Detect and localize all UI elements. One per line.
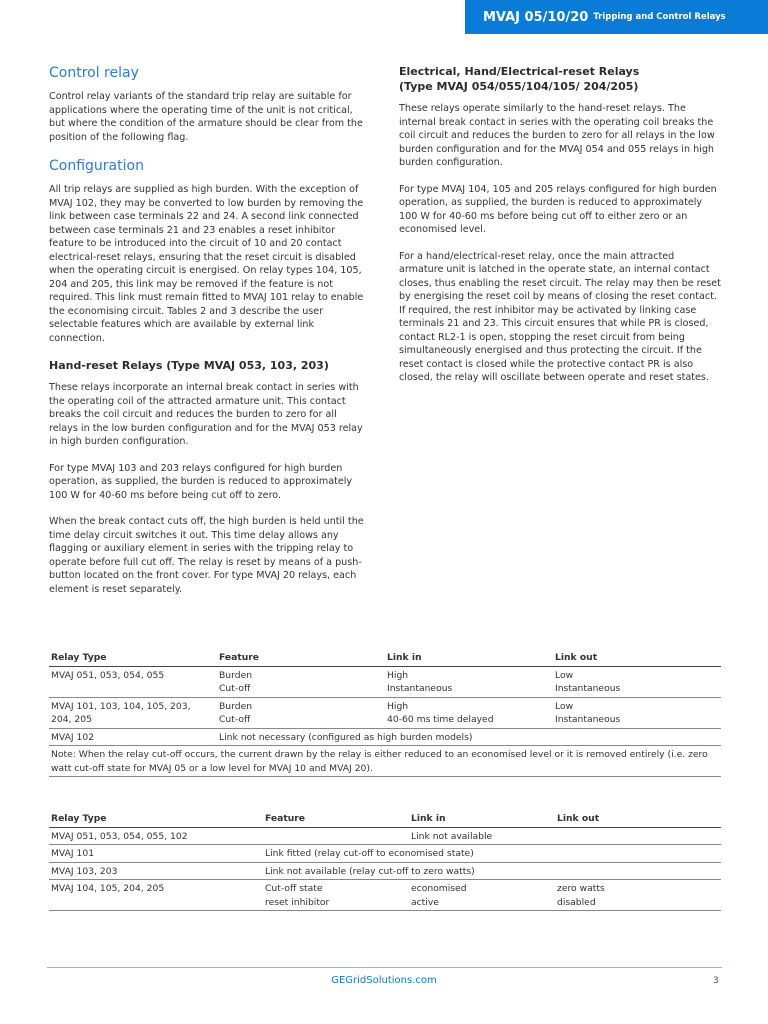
table-header-row bbox=[49, 649, 721, 666]
feature-value: Burden bbox=[219, 700, 253, 712]
link-out-value: disabled bbox=[557, 896, 596, 908]
electrical-reset-heading bbox=[399, 64, 721, 94]
document-subtitle: Tripping and Control Relays bbox=[593, 12, 726, 22]
relay-type-cell: MVAJ 104, 105, 204, 205 bbox=[49, 880, 263, 911]
link-in-value: High bbox=[387, 669, 409, 681]
feature-cell bbox=[217, 697, 385, 728]
link-span-cell: Link fitted (relay cut-off to economised state) bbox=[263, 845, 721, 863]
configuration-heading: Configuration bbox=[49, 158, 144, 174]
table-note: Note: When the relay cut-off occurs, the current drawn by the relay is either reduced to an economised level or it is removed entirely (i.e. zero watt cut-off state for MVAJ 05 or a low level for MVAJ 10 and MVAJ 20). bbox=[49, 746, 721, 777]
relay-type-cell: MVAJ 051, 053, 054, 055 bbox=[49, 666, 217, 697]
relay-type-cell: MVAJ 103, 203 bbox=[49, 862, 263, 880]
feature-value: reset inhibitor bbox=[265, 896, 330, 908]
column-header: Feature bbox=[263, 810, 409, 827]
column-header: Link out bbox=[555, 810, 721, 827]
column-header: Link in bbox=[409, 810, 555, 827]
column-header: Link out bbox=[553, 649, 721, 666]
link-out-value: Low bbox=[555, 669, 574, 681]
feature-value: Cut-off state bbox=[265, 883, 323, 894]
control-relay-paragraph: Control relay variants of the standard trip relay are suitable for applications where the operating time of the unit is not critical, but where the condition of the armature should be clear from the position of the following flag. bbox=[49, 91, 363, 143]
link-in-cell bbox=[409, 880, 555, 911]
left-column bbox=[49, 64, 367, 609]
link-out-cell bbox=[553, 697, 721, 728]
column-header: Link in bbox=[385, 649, 553, 666]
link-configuration-table bbox=[49, 649, 721, 777]
table-row bbox=[49, 666, 721, 697]
electrical-reset-heading-line1: Electrical, Hand/Electrical-reset Relays bbox=[399, 65, 640, 78]
electrical-reset-heading-line2: (Type MVAJ 054/055/104/105/ 204/205) bbox=[399, 80, 639, 93]
hand-reset-paragraph-3: When the break contact cuts off, the high burden is held until the time delay circuit switches it out. This time delay allows any flagging or auxiliary element in series with the tripping relay to operate before full cut off. The relay is reset by means of a push-button located on the front cover. For type MVAJ 20 relays, each element is reset separately. bbox=[49, 516, 364, 595]
column-header: Feature bbox=[217, 649, 385, 666]
electrical-reset-paragraph-2: For type MVAJ 104, 105 and 205 relays configured for high burden operation, as supplied, the burden is reduced to approximately 100 W for 40-60 ms before being cut off to either zero or an economised level. bbox=[399, 183, 717, 235]
feature-value: Cut-off bbox=[219, 683, 251, 694]
feature-cell bbox=[217, 666, 385, 697]
feature-cell bbox=[263, 827, 409, 845]
relay-type-cell: MVAJ 102 bbox=[49, 728, 217, 746]
link-in-value: 40-60 ms time delayed bbox=[387, 714, 494, 725]
hand-reset-paragraph-1: These relays incorporate an internal break contact in series with the operating coil of the attracted armature unit. This contact breaks the coil circuit and reduces the burden to zero for all relays in the low burden configuration and for the MVAJ 053 relay in high burden configuration. bbox=[49, 382, 363, 447]
page-number: 3 bbox=[713, 976, 719, 986]
link-in-value: economised bbox=[411, 883, 467, 894]
link-out-cell bbox=[555, 880, 721, 911]
table-row bbox=[49, 880, 721, 911]
feature-cell bbox=[263, 880, 409, 911]
link-out-value: Instantaneous bbox=[555, 683, 621, 694]
table-note-row bbox=[49, 746, 721, 777]
link-out-value: Low bbox=[555, 700, 574, 712]
link-span-cell: Link not available (relay cut-off to zero watts) bbox=[263, 862, 721, 880]
electrical-reset-paragraph-1: These relays operate similarly to the hand-reset relays. The internal break contact in series with the operating coil breaks the coil circuit and reduces the burden to zero for all relays in the low burden configuration and for the MVAJ 054 and 055 relays in high burden configuration. bbox=[399, 103, 715, 168]
feature-value: Burden bbox=[219, 669, 253, 681]
link-out-value: zero watts bbox=[557, 883, 605, 894]
link-in-cell bbox=[385, 666, 553, 697]
feature-value: Cut-off bbox=[219, 714, 251, 725]
column-header: Relay Type bbox=[49, 810, 263, 827]
relay-type-cell: MVAJ 101 bbox=[49, 845, 263, 863]
table-row bbox=[49, 728, 721, 746]
reset-inhibitor-table bbox=[49, 810, 721, 911]
link-in-value: High bbox=[387, 700, 409, 712]
electrical-reset-paragraph-3: For a hand/electrical-reset relay, once the main attracted armature unit is latched in the operate state, an internal contact closes, thus enabling the reset circuit. The relay may then be reset by energising the reset coil by means of closing the reset contact. If required, the rest inhibitor may be activated by linking case terminals 21 and 23. This circuit ensures that while PR is closed, contact RL2-1 is open, stopping the reset circuit from being simultaneously energised and thus protecting the circuit. If the reset contact is closed while the protective contact PR is also closed, the relay will oscillate between operate and reset states. bbox=[399, 250, 721, 383]
header-banner bbox=[465, 0, 768, 34]
relay-type-value: 204, 205 bbox=[51, 714, 92, 725]
link-in-cell bbox=[385, 697, 553, 728]
table-row bbox=[49, 862, 721, 880]
link-in-value: active bbox=[411, 896, 439, 908]
hand-reset-paragraph-2: For type MVAJ 103 and 203 relays configured for high burden operation, as supplied, the burden is reduced to approximately 100 W for 40-60 ms before being cut off to zero. bbox=[49, 462, 353, 501]
table-row bbox=[49, 697, 721, 728]
relay-type-cell: MVAJ 051, 053, 054, 055, 102 bbox=[49, 827, 263, 845]
footer-divider bbox=[47, 967, 722, 968]
link-note-cell: Link not necessary (configured as high burden models) bbox=[217, 728, 721, 746]
table-row bbox=[49, 827, 721, 845]
column-header: Relay Type bbox=[49, 649, 217, 666]
link-out-cell bbox=[553, 666, 721, 697]
link-in-cell: Link not available bbox=[409, 827, 721, 845]
right-column bbox=[399, 64, 721, 398]
relay-type-value: MVAJ 101, 103, 104, 105, 203, bbox=[51, 700, 191, 712]
table-row bbox=[49, 845, 721, 863]
control-relay-heading: Control relay bbox=[49, 65, 139, 81]
relay-type-cell bbox=[49, 697, 217, 728]
footer-website-link[interactable]: GEGridSolutions.com bbox=[331, 975, 437, 986]
link-in-value: Instantaneous bbox=[387, 683, 453, 694]
hand-reset-heading: Hand-reset Relays (Type MVAJ 053, 103, 203) bbox=[49, 359, 329, 372]
table-header-row bbox=[49, 810, 721, 827]
link-out-value: Instantaneous bbox=[555, 714, 621, 725]
configuration-paragraph: All trip relays are supplied as high burden. With the exception of MVAJ 102, they may be converted to low burden by removing the link between case terminals 22 and 24. A second link connected between case terminals 21 and 23 enables a reset inhibitor feature to be introduced into the circuit of 10 and 20 contact electrical-reset relays, ensuring that the reset circuit is disabled when the operating circuit is energised. On relay types 104, 105, 204 and 205, this link may be removed if the feature is not required. This link must remain fitted to MVAJ 101 relay to enable the economising circuit. Tables 2 and 3 describe the user selectable features which are available by external link connection. bbox=[49, 184, 364, 344]
document-code: MVAJ 05/10/20 bbox=[483, 9, 589, 25]
